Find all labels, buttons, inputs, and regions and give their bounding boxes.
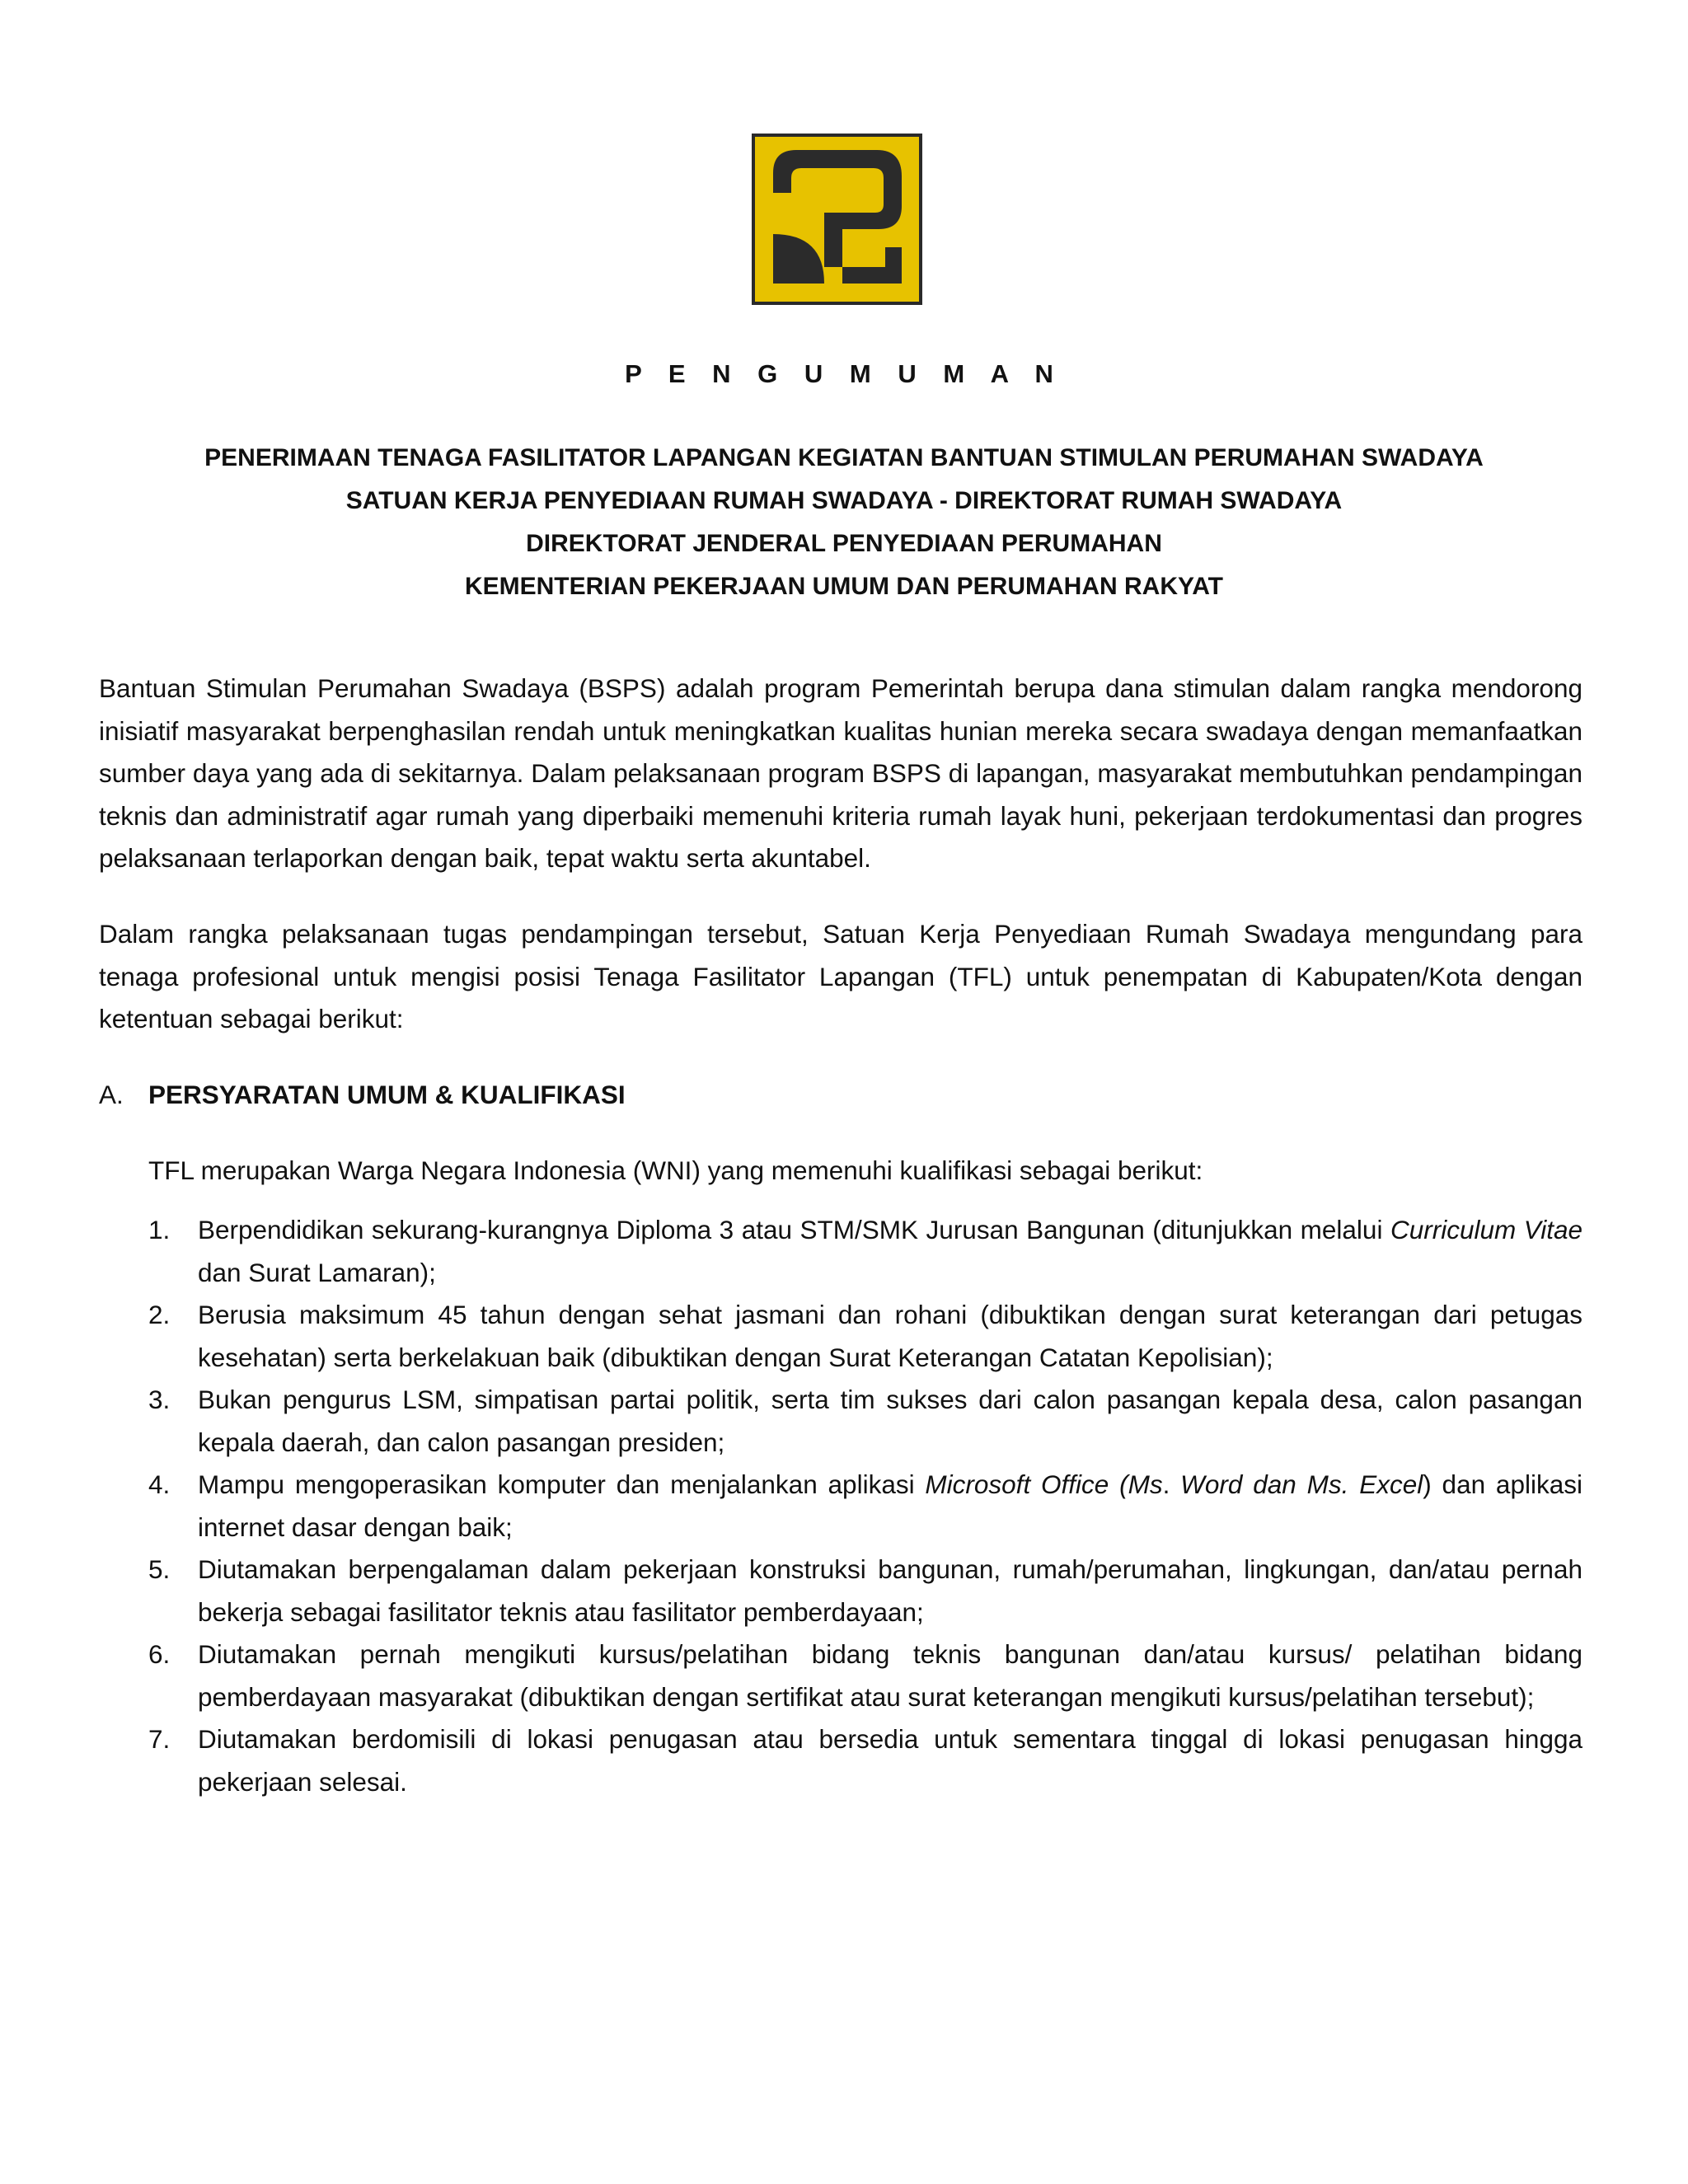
- announcement-title: P E N G U M U M A N: [625, 359, 1063, 388]
- requirement-text-italic: Microsoft Office (Ms: [925, 1469, 1163, 1499]
- pupr-logo: [752, 134, 922, 305]
- requirement-text: Diutamakan pernah mengikuti kursus/pelatihan bidang teknis bangunan dan/atau kursus/ pelatihan bidang pemberdayaan masyarakat (dibuktikan dengan sertifikat atau surat keterangan mengikuti kursus/pelatihan tersebut);: [198, 1639, 1582, 1712]
- requirement-item: [148, 1294, 1582, 1379]
- requirement-item: [148, 1718, 1582, 1803]
- requirement-text: Diutamakan berdomisili di lokasi penugasan atau bersedia untuk sementara tinggal di lokasi penugasan hingga pekerjaan selesai.: [198, 1724, 1582, 1797]
- requirement-number: 1.: [148, 1215, 171, 1244]
- section-intro: TFL merupakan Warga Negara Indonesia (WNI) yang memenuhi kualifikasi sebagai berikut:: [148, 1155, 1203, 1185]
- requirement-item: [148, 1464, 1582, 1549]
- requirement-number: 4.: [148, 1469, 171, 1499]
- requirement-text: Mampu mengoperasikan komputer dan menjalankan aplikasi: [198, 1469, 926, 1499]
- requirement-item: [148, 1633, 1582, 1718]
- section-heading: [99, 1074, 626, 1115]
- requirement-item: [148, 1379, 1582, 1464]
- invitation-paragraph: Dalam rangka pelaksanaan tugas pendampingan tersebut, Satuan Kerja Penyediaan Rumah Swadaya mengundang para tenaga profesional untuk mengisi posisi Tenaga Fasilitator Lapangan (TFL) untuk penempatan di Kabupaten/Kota dengan ketentuan sebagai berikut:: [99, 919, 1582, 1033]
- intro-paragraph: Bantuan Stimulan Perumahan Swadaya (BSPS) adalah program Pemerintah berupa dana stimulan dalam rangka mendorong inisiatif masyarakat berpenghasilan rendah untuk meningkatkan kualitas hunian mereka secara swadaya dengan memanfaatkan sumber daya yang ada di sekitarnya. Dalam pelaksanaan program BSPS di lapangan, masyarakat membutuhkan pendampingan teknis dan administratif agar rumah yang diperbaiki memenuhi kriteria rumah layak huni, pekerjaan terdokumentasi dan progres pelaksanaan terlaporkan dengan baik, tepat waktu serta akuntabel.: [99, 673, 1582, 873]
- requirement-text: dan Surat Lamaran);: [198, 1257, 436, 1287]
- requirement-number: 7.: [148, 1724, 171, 1754]
- requirement-text-italic: Word dan Ms. Excel: [1180, 1469, 1423, 1499]
- heading-line: KEMENTERIAN PEKERJAAN UMUM DAN PERUMAHAN RAKYAT: [464, 573, 1224, 600]
- heading-line: DIREKTORAT JENDERAL PENYEDIAAN PERUMAHAN: [526, 530, 1162, 557]
- requirement-text-italic: Curriculum Vitae: [1390, 1215, 1582, 1244]
- heading-line: SATUAN KERJA PENYEDIAAN RUMAH SWADAYA - DIREKTORAT RUMAH SWADAYA: [345, 487, 1343, 514]
- requirement-text: Diutamakan berpengalaman dalam pekerjaan konstruksi bangunan, rumah/perumahan, lingkungan, dan/atau pernah bekerja sebagai fasilitator teknis atau fasilitator pemberdayaan;: [198, 1554, 1582, 1627]
- announcement-heading: [0, 437, 1688, 608]
- requirement-number: 2.: [148, 1300, 171, 1329]
- section-title: PERSYARATAN UMUM & KUALIFIKASI: [148, 1080, 626, 1109]
- requirement-number: 5.: [148, 1554, 171, 1584]
- section-letter: A.: [99, 1080, 124, 1109]
- pupr-logo-icon: [752, 134, 922, 305]
- requirement-item: [148, 1209, 1582, 1294]
- requirement-text: ) dan aplikasi internet dasar dengan baik;: [198, 1469, 1582, 1542]
- requirement-text: Berusia maksimum 45 tahun dengan sehat jasmani dan rohani (dibuktikan dengan surat keterangan dari petugas kesehatan) serta berkelakuan baik (dibuktikan dengan Surat Keterangan Catatan Kepolisian);: [198, 1300, 1582, 1372]
- requirement-number: 6.: [148, 1639, 171, 1669]
- requirement-item: [148, 1549, 1582, 1633]
- requirement-text: Berpendidikan sekurang-kurangnya Diploma 3 atau STM/SMK Jurusan Bangunan (ditunjukkan melalui: [198, 1215, 1390, 1244]
- requirement-number: 3.: [148, 1385, 171, 1414]
- heading-line: PENERIMAAN TENAGA FASILITATOR LAPANGAN KEGIATAN BANTUAN STIMULAN PERUMAHAN SWADAYA: [204, 444, 1484, 471]
- requirements-list: [148, 1209, 1582, 1803]
- requirement-text: .: [1162, 1469, 1181, 1499]
- requirement-text: Bukan pengurus LSM, simpatisan partai politik, serta tim sukses dari calon pasangan kepala desa, calon pasangan kepala daerah, dan calon pasangan presiden;: [198, 1385, 1582, 1457]
